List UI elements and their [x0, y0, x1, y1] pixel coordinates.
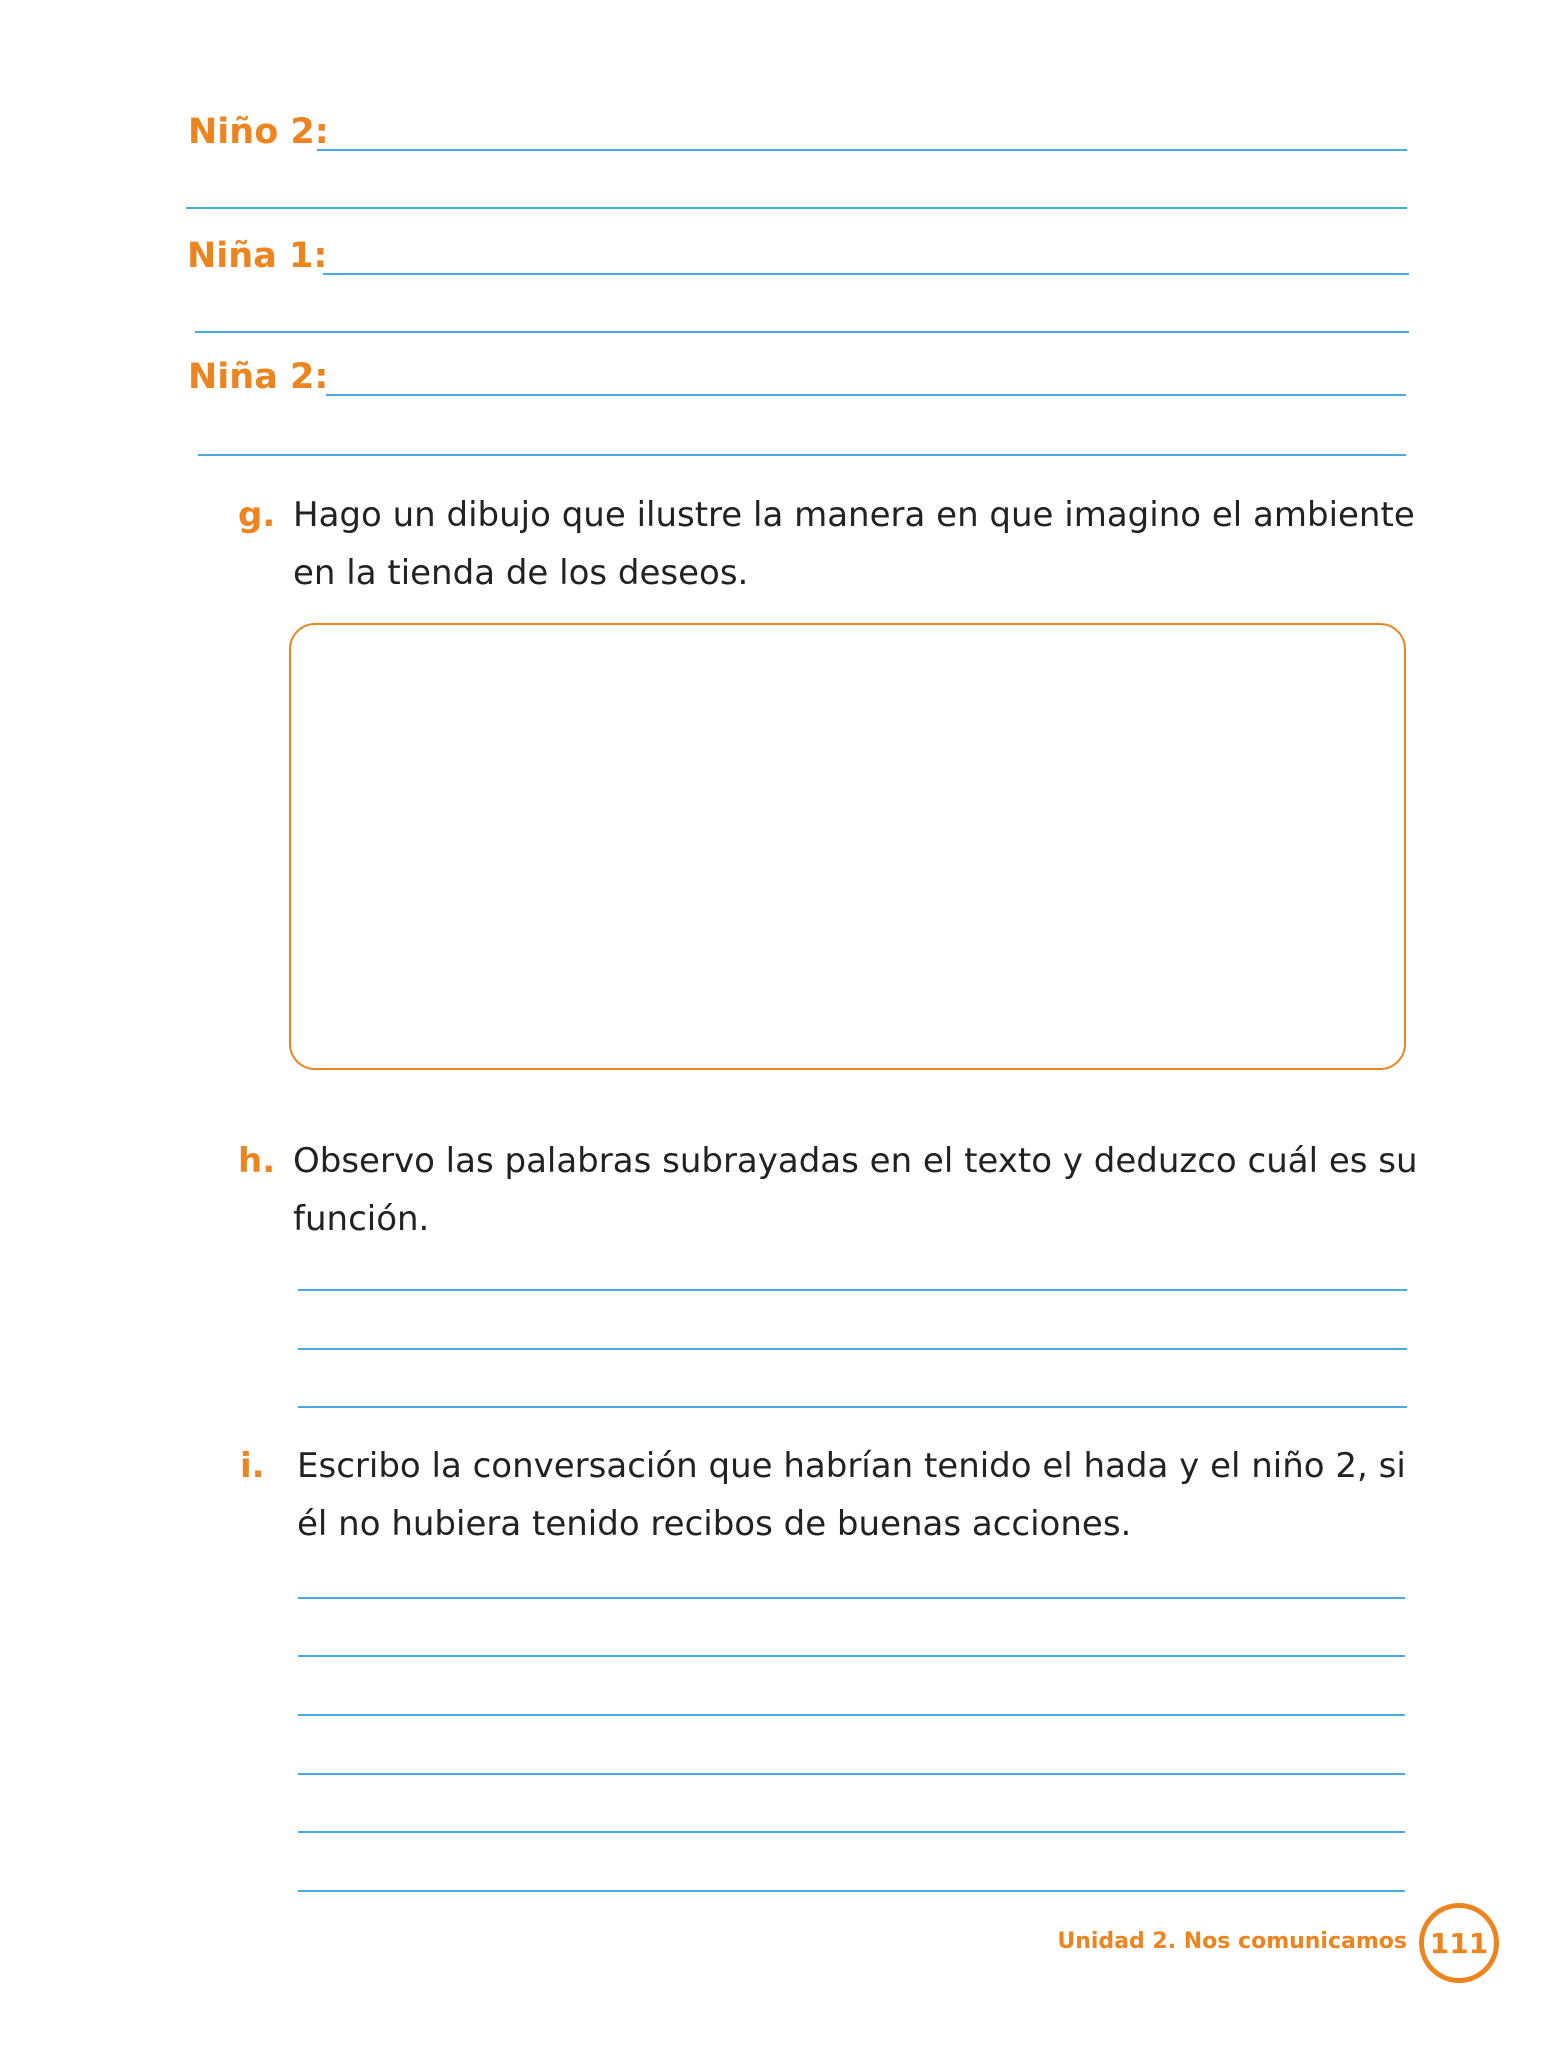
answer-line[interactable]: [298, 1831, 1405, 1833]
speaker-label-nina-2: Niña 2:: [188, 357, 329, 397]
question-letter-i: i.: [240, 1446, 265, 1486]
drawing-box[interactable]: [289, 623, 1406, 1070]
answer-line[interactable]: [298, 1890, 1405, 1892]
answer-line[interactable]: [323, 273, 1409, 275]
footer-unit-title: Unidad 2. Nos comunicamos: [1057, 1929, 1407, 1954]
answer-line[interactable]: [195, 331, 1409, 333]
answer-line[interactable]: [298, 1597, 1405, 1599]
answer-line[interactable]: [317, 149, 1407, 151]
question-text-h: Observo las palabras subrayadas en el texto y deduzco cuál es su función.: [293, 1141, 1418, 1239]
question-letter-g: g.: [238, 495, 276, 535]
answer-line[interactable]: [298, 1348, 1407, 1350]
question-text-g: Hago un dibujo que ilustre la manera en que imagino el ambiente en la tienda de los deseos.: [293, 495, 1415, 593]
speaker-label-nina-1: Niña 1:: [187, 236, 328, 276]
answer-line[interactable]: [298, 1289, 1407, 1291]
answer-line[interactable]: [298, 1406, 1407, 1408]
answer-line[interactable]: [198, 454, 1406, 456]
question-letter-h: h.: [238, 1141, 276, 1181]
speaker-label-nino-2: Niño 2:: [188, 112, 329, 152]
page-number: 111: [1419, 1903, 1499, 1983]
answer-line[interactable]: [186, 207, 1407, 209]
answer-line[interactable]: [298, 1714, 1405, 1716]
answer-line[interactable]: [298, 1655, 1405, 1657]
answer-line[interactable]: [298, 1773, 1405, 1775]
question-text-i: Escribo la conversación que habrían tenido el hada y el niño 2, si él no hubiera tenido recibos de buenas acciones.: [297, 1446, 1406, 1544]
answer-line[interactable]: [326, 394, 1406, 396]
